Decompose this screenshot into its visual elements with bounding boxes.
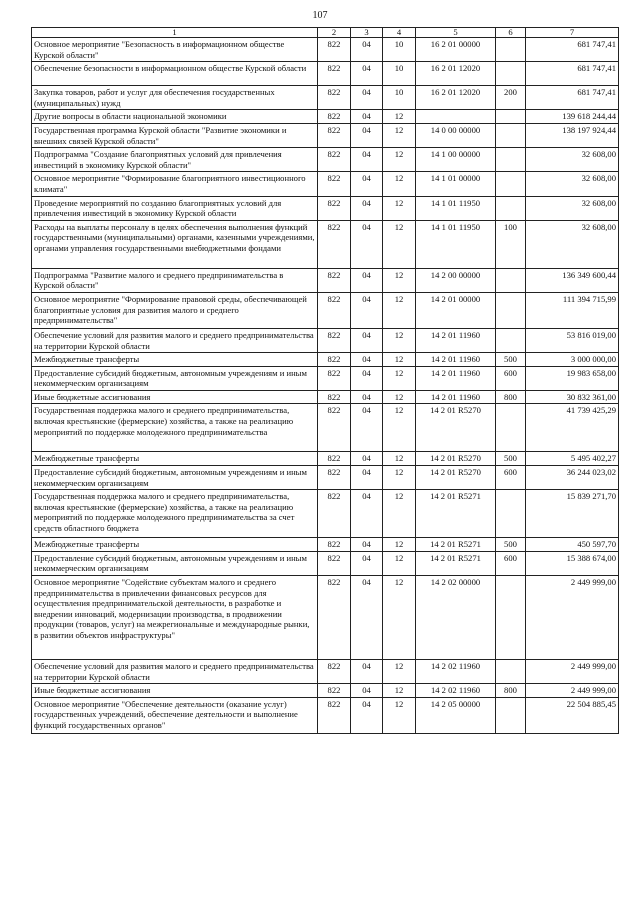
- target-article-cell: 14 2 00 00000: [416, 268, 496, 292]
- expense-type-cell: 500: [496, 353, 526, 367]
- amount-cell: 111 394 715,99: [526, 292, 619, 328]
- expense-type-cell: 500: [496, 452, 526, 466]
- row-name-cell: Иные бюджетные ассигнования: [32, 684, 318, 698]
- row-name-cell: Предоставление субсидий бюджетным, автономным учреждениям и иным некоммерческим организациям: [32, 466, 318, 490]
- target-article-cell: 16 2 01 12020: [416, 86, 496, 110]
- kvsr-cell: 822: [318, 220, 351, 268]
- kvsr-cell: 822: [318, 466, 351, 490]
- row-name-cell: Обеспечение условий для развития малого и среднего предпринимательства на территории Курской области: [32, 660, 318, 684]
- target-article-cell: 14 2 01 11960: [416, 328, 496, 352]
- kvsr-cell: 822: [318, 538, 351, 552]
- table-row: [32, 551, 619, 575]
- target-article-cell: 16 2 01 00000: [416, 38, 496, 62]
- expense-type-cell: 800: [496, 390, 526, 404]
- amount-cell: 32 608,00: [526, 220, 619, 268]
- table-row: [32, 38, 619, 62]
- row-name-cell: Основное мероприятие "Обеспечение деятельности (оказание услуг) государственных учреждений, обеспечение деятельности и выполнение функций государственных органов": [32, 697, 318, 733]
- table-row: [32, 292, 619, 328]
- table-row: [32, 196, 619, 220]
- subsection-cell: 12: [383, 366, 416, 390]
- kvsr-cell: 822: [318, 196, 351, 220]
- table-row: [32, 62, 619, 86]
- amount-cell: 32 608,00: [526, 196, 619, 220]
- section-cell: 04: [351, 172, 383, 196]
- target-article-cell: 14 1 00 00000: [416, 148, 496, 172]
- target-article-cell: 14 2 01 R5270: [416, 466, 496, 490]
- subsection-cell: 12: [383, 660, 416, 684]
- row-name-cell: Расходы на выплаты персоналу в целях обеспечения выполнения функций государственными (муниципальными) органами, казенными учреждениями, органами управления государственными внебюджетными фондами: [32, 220, 318, 268]
- table-row: [32, 172, 619, 196]
- row-name-cell: Проведение мероприятий по созданию благоприятных условий для привлечения инвестиций в экономику Курской области: [32, 196, 318, 220]
- expense-type-cell: [496, 110, 526, 124]
- kvsr-cell: 822: [318, 452, 351, 466]
- subsection-cell: 12: [383, 390, 416, 404]
- target-article-cell: 14 2 01 R5270: [416, 452, 496, 466]
- kvsr-cell: 822: [318, 123, 351, 147]
- row-name-cell: Подпрограмма "Создание благоприятных условий для привлечения инвестиций в экономику Курской области": [32, 148, 318, 172]
- amount-cell: 2 449 999,00: [526, 684, 619, 698]
- section-cell: 04: [351, 366, 383, 390]
- amount-cell: 136 349 600,44: [526, 268, 619, 292]
- section-cell: 04: [351, 697, 383, 733]
- table-header-row: [32, 28, 619, 38]
- table-row: [32, 366, 619, 390]
- section-cell: 04: [351, 62, 383, 86]
- row-name-cell: Государственная поддержка малого и среднего предпринимательства, включая крестьянские (фермерские) хозяйства, а также на реализацию мероприятий по поддержке молодежного предпринимательства: [32, 404, 318, 452]
- section-cell: 04: [351, 38, 383, 62]
- kvsr-cell: 822: [318, 86, 351, 110]
- kvsr-cell: 822: [318, 292, 351, 328]
- amount-cell: 2 449 999,00: [526, 660, 619, 684]
- kvsr-cell: 822: [318, 353, 351, 367]
- table-row: [32, 466, 619, 490]
- page-number: 107: [312, 10, 328, 21]
- kvsr-cell: 822: [318, 551, 351, 575]
- header-cell: 4: [383, 28, 416, 38]
- table-row: [32, 576, 619, 660]
- kvsr-cell: 822: [318, 38, 351, 62]
- kvsr-cell: 822: [318, 366, 351, 390]
- subsection-cell: 10: [383, 62, 416, 86]
- section-cell: 04: [351, 538, 383, 552]
- target-article-cell: 14 2 01 00000: [416, 292, 496, 328]
- row-name-cell: Межбюджетные трансферты: [32, 353, 318, 367]
- table-row: [32, 353, 619, 367]
- section-cell: 04: [351, 328, 383, 352]
- expense-type-cell: 500: [496, 538, 526, 552]
- row-name-cell: Предоставление субсидий бюджетным, автономным учреждениям и иным некоммерческим организациям: [32, 551, 318, 575]
- table-row: [32, 697, 619, 733]
- subsection-cell: 10: [383, 38, 416, 62]
- kvsr-cell: 822: [318, 62, 351, 86]
- section-cell: 04: [351, 196, 383, 220]
- section-cell: 04: [351, 660, 383, 684]
- kvsr-cell: 822: [318, 660, 351, 684]
- section-cell: 04: [351, 684, 383, 698]
- expense-type-cell: [496, 292, 526, 328]
- subsection-cell: 12: [383, 551, 416, 575]
- target-article-cell: [416, 110, 496, 124]
- kvsr-cell: 822: [318, 697, 351, 733]
- row-name-cell: Государственная программа Курской области "Развитие экономики и внешних связей Курской области": [32, 123, 318, 147]
- section-cell: 04: [351, 220, 383, 268]
- section-cell: 04: [351, 551, 383, 575]
- row-name-cell: Предоставление субсидий бюджетным, автономным учреждениям и иным некоммерческим организациям: [32, 366, 318, 390]
- kvsr-cell: 822: [318, 684, 351, 698]
- subsection-cell: 10: [383, 86, 416, 110]
- expense-type-cell: 600: [496, 366, 526, 390]
- row-name-cell: Обеспечение безопасности в информационном обществе Курской области: [32, 62, 318, 86]
- row-name-cell: Иные бюджетные ассигнования: [32, 390, 318, 404]
- expense-type-cell: [496, 172, 526, 196]
- section-cell: 04: [351, 148, 383, 172]
- subsection-cell: 12: [383, 404, 416, 452]
- target-article-cell: 14 2 01 11960: [416, 366, 496, 390]
- expense-type-cell: [496, 38, 526, 62]
- row-name-cell: Закупка товаров, работ и услуг для обеспечения государственных (муниципальных) нужд: [32, 86, 318, 110]
- subsection-cell: 12: [383, 292, 416, 328]
- amount-cell: 5 495 402,27: [526, 452, 619, 466]
- kvsr-cell: 822: [318, 268, 351, 292]
- table-row: [32, 538, 619, 552]
- amount-cell: 15 388 674,00: [526, 551, 619, 575]
- amount-cell: 36 244 023,02: [526, 466, 619, 490]
- expense-type-cell: [496, 697, 526, 733]
- row-name-cell: Государственная поддержка малого и среднего предпринимательства, включая крестьянские (фермерские) хозяйства, а также на реализацию мероприятий по поддержке молодежного предпринимательства за счет средств областного бюджета: [32, 490, 318, 538]
- table-row: [32, 404, 619, 452]
- kvsr-cell: 822: [318, 148, 351, 172]
- table-row: [32, 490, 619, 538]
- subsection-cell: 12: [383, 328, 416, 352]
- subsection-cell: 12: [383, 684, 416, 698]
- kvsr-cell: 822: [318, 328, 351, 352]
- target-article-cell: 14 1 01 11950: [416, 196, 496, 220]
- expense-type-cell: [496, 148, 526, 172]
- amount-cell: 22 504 885,45: [526, 697, 619, 733]
- expense-type-cell: [496, 328, 526, 352]
- expense-type-cell: 600: [496, 551, 526, 575]
- subsection-cell: 12: [383, 196, 416, 220]
- kvsr-cell: 822: [318, 490, 351, 538]
- subsection-cell: 12: [383, 576, 416, 660]
- amount-cell: 53 816 019,00: [526, 328, 619, 352]
- table-row: [32, 86, 619, 110]
- subsection-cell: 12: [383, 538, 416, 552]
- amount-cell: 15 839 271,70: [526, 490, 619, 538]
- expense-type-cell: [496, 404, 526, 452]
- table-row: [32, 220, 619, 268]
- subsection-cell: 12: [383, 220, 416, 268]
- section-cell: 04: [351, 490, 383, 538]
- target-article-cell: 14 2 01 R5271: [416, 551, 496, 575]
- section-cell: 04: [351, 86, 383, 110]
- row-name-cell: Другие вопросы в области национальной экономики: [32, 110, 318, 124]
- amount-cell: 681 747,41: [526, 38, 619, 62]
- subsection-cell: 12: [383, 123, 416, 147]
- subsection-cell: 12: [383, 452, 416, 466]
- subsection-cell: 12: [383, 268, 416, 292]
- section-cell: 04: [351, 110, 383, 124]
- target-article-cell: 14 2 02 11960: [416, 660, 496, 684]
- amount-cell: 2 449 999,00: [526, 576, 619, 660]
- header-cell: 1: [32, 28, 318, 38]
- subsection-cell: 12: [383, 353, 416, 367]
- expense-type-cell: 600: [496, 466, 526, 490]
- table-row: [32, 148, 619, 172]
- amount-cell: 450 597,70: [526, 538, 619, 552]
- target-article-cell: 14 0 00 00000: [416, 123, 496, 147]
- expense-type-cell: 800: [496, 684, 526, 698]
- expense-type-cell: [496, 196, 526, 220]
- subsection-cell: 12: [383, 148, 416, 172]
- table-row: [32, 123, 619, 147]
- kvsr-cell: 822: [318, 404, 351, 452]
- row-name-cell: Основное мероприятие "Безопасность в информационном обществе Курской области": [32, 38, 318, 62]
- table-row: [32, 328, 619, 352]
- header-cell: 7: [526, 28, 619, 38]
- row-name-cell: Обеспечение условий для развития малого и среднего предпринимательства на территории Курской области: [32, 328, 318, 352]
- table-row: [32, 110, 619, 124]
- table-row: [32, 660, 619, 684]
- target-article-cell: 14 1 01 11950: [416, 220, 496, 268]
- section-cell: 04: [351, 390, 383, 404]
- section-cell: 04: [351, 123, 383, 147]
- target-article-cell: 14 2 01 11960: [416, 390, 496, 404]
- row-name-cell: Подпрограмма "Развитие малого и среднего предпринимательства в Курской области": [32, 268, 318, 292]
- table-row: [32, 268, 619, 292]
- target-article-cell: 16 2 01 12020: [416, 62, 496, 86]
- section-cell: 04: [351, 466, 383, 490]
- header-cell: 3: [351, 28, 383, 38]
- section-cell: 04: [351, 576, 383, 660]
- section-cell: 04: [351, 292, 383, 328]
- expense-type-cell: 200: [496, 86, 526, 110]
- amount-cell: 32 608,00: [526, 148, 619, 172]
- row-name-cell: Основное мероприятие "Формирование благоприятного инвестиционного климата": [32, 172, 318, 196]
- kvsr-cell: 822: [318, 110, 351, 124]
- target-article-cell: 14 1 01 00000: [416, 172, 496, 196]
- amount-cell: 3 000 000,00: [526, 353, 619, 367]
- section-cell: 04: [351, 268, 383, 292]
- expense-type-cell: [496, 576, 526, 660]
- subsection-cell: 12: [383, 697, 416, 733]
- amount-cell: 139 618 244,44: [526, 110, 619, 124]
- table-row: [32, 452, 619, 466]
- row-name-cell: Основное мероприятие "Формирование правовой среды, обеспечивающей благоприятные условия для развития малого и среднего предпринимательства": [32, 292, 318, 328]
- section-cell: 04: [351, 452, 383, 466]
- target-article-cell: 14 2 01 R5270: [416, 404, 496, 452]
- target-article-cell: 14 2 01 R5271: [416, 538, 496, 552]
- amount-cell: 19 983 658,00: [526, 366, 619, 390]
- expense-type-cell: [496, 123, 526, 147]
- expense-type-cell: [496, 490, 526, 538]
- header-cell: 2: [318, 28, 351, 38]
- kvsr-cell: 822: [318, 576, 351, 660]
- expense-type-cell: [496, 660, 526, 684]
- row-name-cell: Основное мероприятие "Содействие субъектам малого и среднего предпринимательства в привлечении финансовых ресурсов для осуществления предпринимательской деятельности, в разработке и внедрении инноваций, модернизации производства, в продвижении продукции (товаров, услуг) на межрегиональные и международные рынки, в развитии объектов инфраструктуры": [32, 576, 318, 660]
- target-article-cell: 14 2 01 R5271: [416, 490, 496, 538]
- amount-cell: 32 608,00: [526, 172, 619, 196]
- amount-cell: 681 747,41: [526, 62, 619, 86]
- kvsr-cell: 822: [318, 390, 351, 404]
- row-name-cell: Межбюджетные трансферты: [32, 538, 318, 552]
- budget-table: [31, 27, 619, 734]
- table-row: [32, 390, 619, 404]
- subsection-cell: 12: [383, 490, 416, 538]
- section-cell: 04: [351, 353, 383, 367]
- amount-cell: 41 739 425,29: [526, 404, 619, 452]
- target-article-cell: 14 2 05 00000: [416, 697, 496, 733]
- subsection-cell: 12: [383, 466, 416, 490]
- table-row: [32, 684, 619, 698]
- expense-type-cell: 100: [496, 220, 526, 268]
- amount-cell: 30 832 361,00: [526, 390, 619, 404]
- header-cell: 5: [416, 28, 496, 38]
- expense-type-cell: [496, 62, 526, 86]
- subsection-cell: 12: [383, 110, 416, 124]
- subsection-cell: 12: [383, 172, 416, 196]
- section-cell: 04: [351, 404, 383, 452]
- amount-cell: 138 197 924,44: [526, 123, 619, 147]
- target-article-cell: 14 2 02 00000: [416, 576, 496, 660]
- header-cell: 6: [496, 28, 526, 38]
- row-name-cell: Межбюджетные трансферты: [32, 452, 318, 466]
- amount-cell: 681 747,41: [526, 86, 619, 110]
- target-article-cell: 14 2 02 11960: [416, 684, 496, 698]
- expense-type-cell: [496, 268, 526, 292]
- kvsr-cell: 822: [318, 172, 351, 196]
- target-article-cell: 14 2 01 11960: [416, 353, 496, 367]
